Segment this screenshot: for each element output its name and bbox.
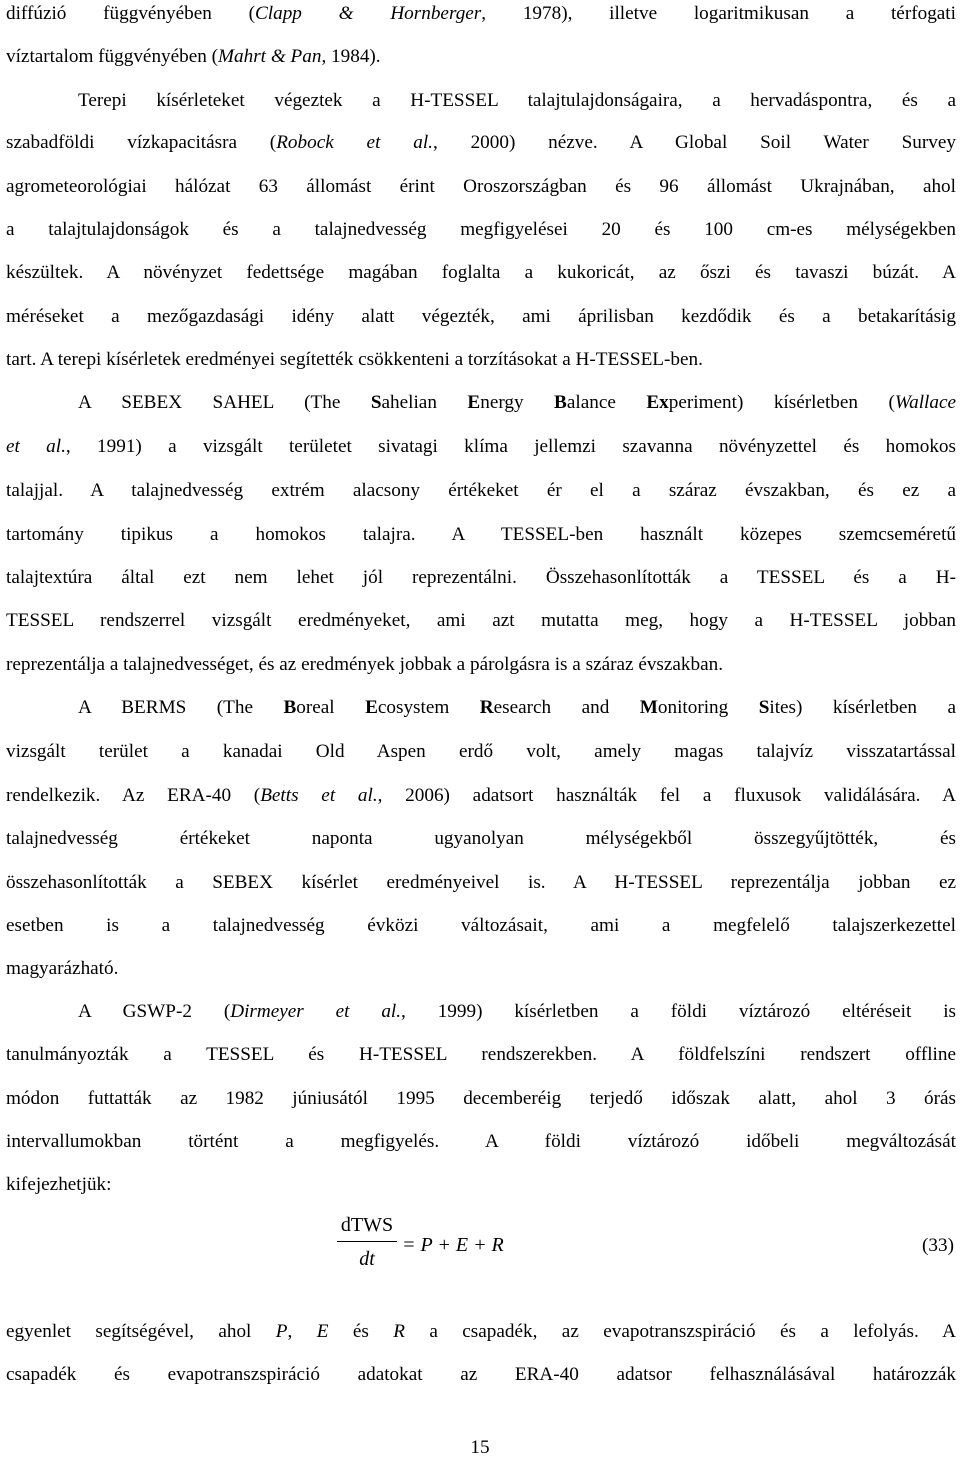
text-line: csapadék és evapotranszspiráció adatokat az ERA-40 adatsor felhasználásával határozzák (6, 1364, 956, 1385)
text-line: TESSEL rendszerrel vizsgált eredményeket, ami azt mutatta meg, hogy a H-TESSEL jobban (6, 610, 956, 631)
equation-numerator: dTWS (340, 1214, 394, 1236)
text-line: talajnedvesség értékeket naponta ugyanolyan mélységekből összegyűjtötték, és (6, 828, 956, 849)
text-line: méréseket a mezőgazdasági idény alatt végezték, ami áprilisban kezdődik és a betakarításig (6, 306, 956, 327)
text-line: Terepi kísérleteket végeztek a H-TESSEL talajtulajdonságaira, a hervadáspontra, és a (78, 90, 956, 111)
text-line: agrometeorológiai hálózat 63 állomást érint Oroszországban és 96 állomást Ukrajnában, ahol (6, 176, 956, 197)
fraction-bar (337, 1241, 397, 1242)
equation-fraction (337, 1212, 397, 1272)
text-line: A SEBEX SAHEL (The Sahelian Energy Balance Experiment) kísérletben (Wallace (78, 392, 956, 413)
text-line: A BERMS (The Boreal Ecosystem Research and Monitoring Sites) kísérletben a (78, 697, 956, 718)
text-line: kifejezhetjük: (6, 1174, 112, 1195)
text-line: reprezentálja a talajnedvességet, és az eredmények jobbak a párolgásra is a száraz évszakban. (6, 654, 724, 675)
text-line: A GSWP-2 (Dirmeyer et al., 1999) kísérletben a földi víztározó eltéréseit is (78, 1001, 957, 1022)
page-number: 15 (470, 1437, 490, 1458)
equation-number: (33) (922, 1235, 954, 1256)
text-line: egyenlet segítségével, ahol P, E és R a csapadék, az evapotranszspiráció és a lefolyás. A (6, 1321, 957, 1342)
text-line: módon futtatták az 1982 júniusától 1995 decemberéig terjedő időszak alatt, ahol 3 órás (6, 1088, 956, 1109)
text-line: esetben is a talajnedvesség évközi változásait, ami a megfelelő talajszerkezettel (6, 915, 956, 936)
text-line: víztartalom függvényében (Mahrt & Pan, 1984). (6, 46, 381, 67)
text-line: tanulmányozták a TESSEL és H-TESSEL rendszerekben. A földfelszíni rendszert offline (6, 1044, 956, 1065)
text-line: tartomány tipikus a homokos talajra. A TESSEL-ben használt közepes szemcseméretű (6, 524, 956, 545)
text-line: et al., 1991) a vizsgált területet sivatagi klíma jellemzi szavanna növényzettel és homokos (6, 436, 956, 457)
text-line: rendelkezik. Az ERA-40 (Betts et al., 2006) adatsort használták fel a fluxusok validálására. A (6, 785, 956, 806)
text-line: tart. A terepi kísérletek eredményei segítették csökkenteni a torzításokat a H-TESSEL-ben. (6, 349, 703, 370)
text-line: készültek. A növényzet fedettsége magában foglalta a kukoricát, az őszi és tavaszi búzát. A (6, 262, 956, 283)
text-line: diffúzió függvényében (Clapp & Hornberger, 1978), illetve logaritmikusan a térfogati (6, 3, 956, 24)
text-line: vizsgált terület a kanadai Old Aspen erdő volt, amely magas talajvíz visszatartással (6, 741, 956, 762)
text-line: összehasonlították a SEBEX kísérlet eredményeivel is. A H-TESSEL reprezentálja jobban ez (6, 872, 956, 893)
text-line: talajtextúra által ezt nem lehet jól reprezentálni. Összehasonlították a TESSEL és a H- (6, 567, 956, 588)
text-line: intervallumokban történt a megfigyelés. A földi víztározó időbeli megváltozását (6, 1131, 956, 1152)
text-line: magyarázható. (6, 958, 119, 979)
text-line: szabadföldi vízkapacitásra (Robock et al., 2000) nézve. A Global Soil Water Survey (6, 132, 956, 153)
equation-rhs: = P + E + R (402, 1234, 504, 1256)
text-line: talajjal. A talajnedvesség extrém alacsony értékeket ér el a száraz évszakban, és ez a (6, 480, 956, 501)
text-line: a talajtulajdonságok és a talajnedvesség megfigyelései 20 és 100 cm-es mélységekben (6, 219, 956, 240)
equation-denominator: dt (359, 1248, 375, 1270)
